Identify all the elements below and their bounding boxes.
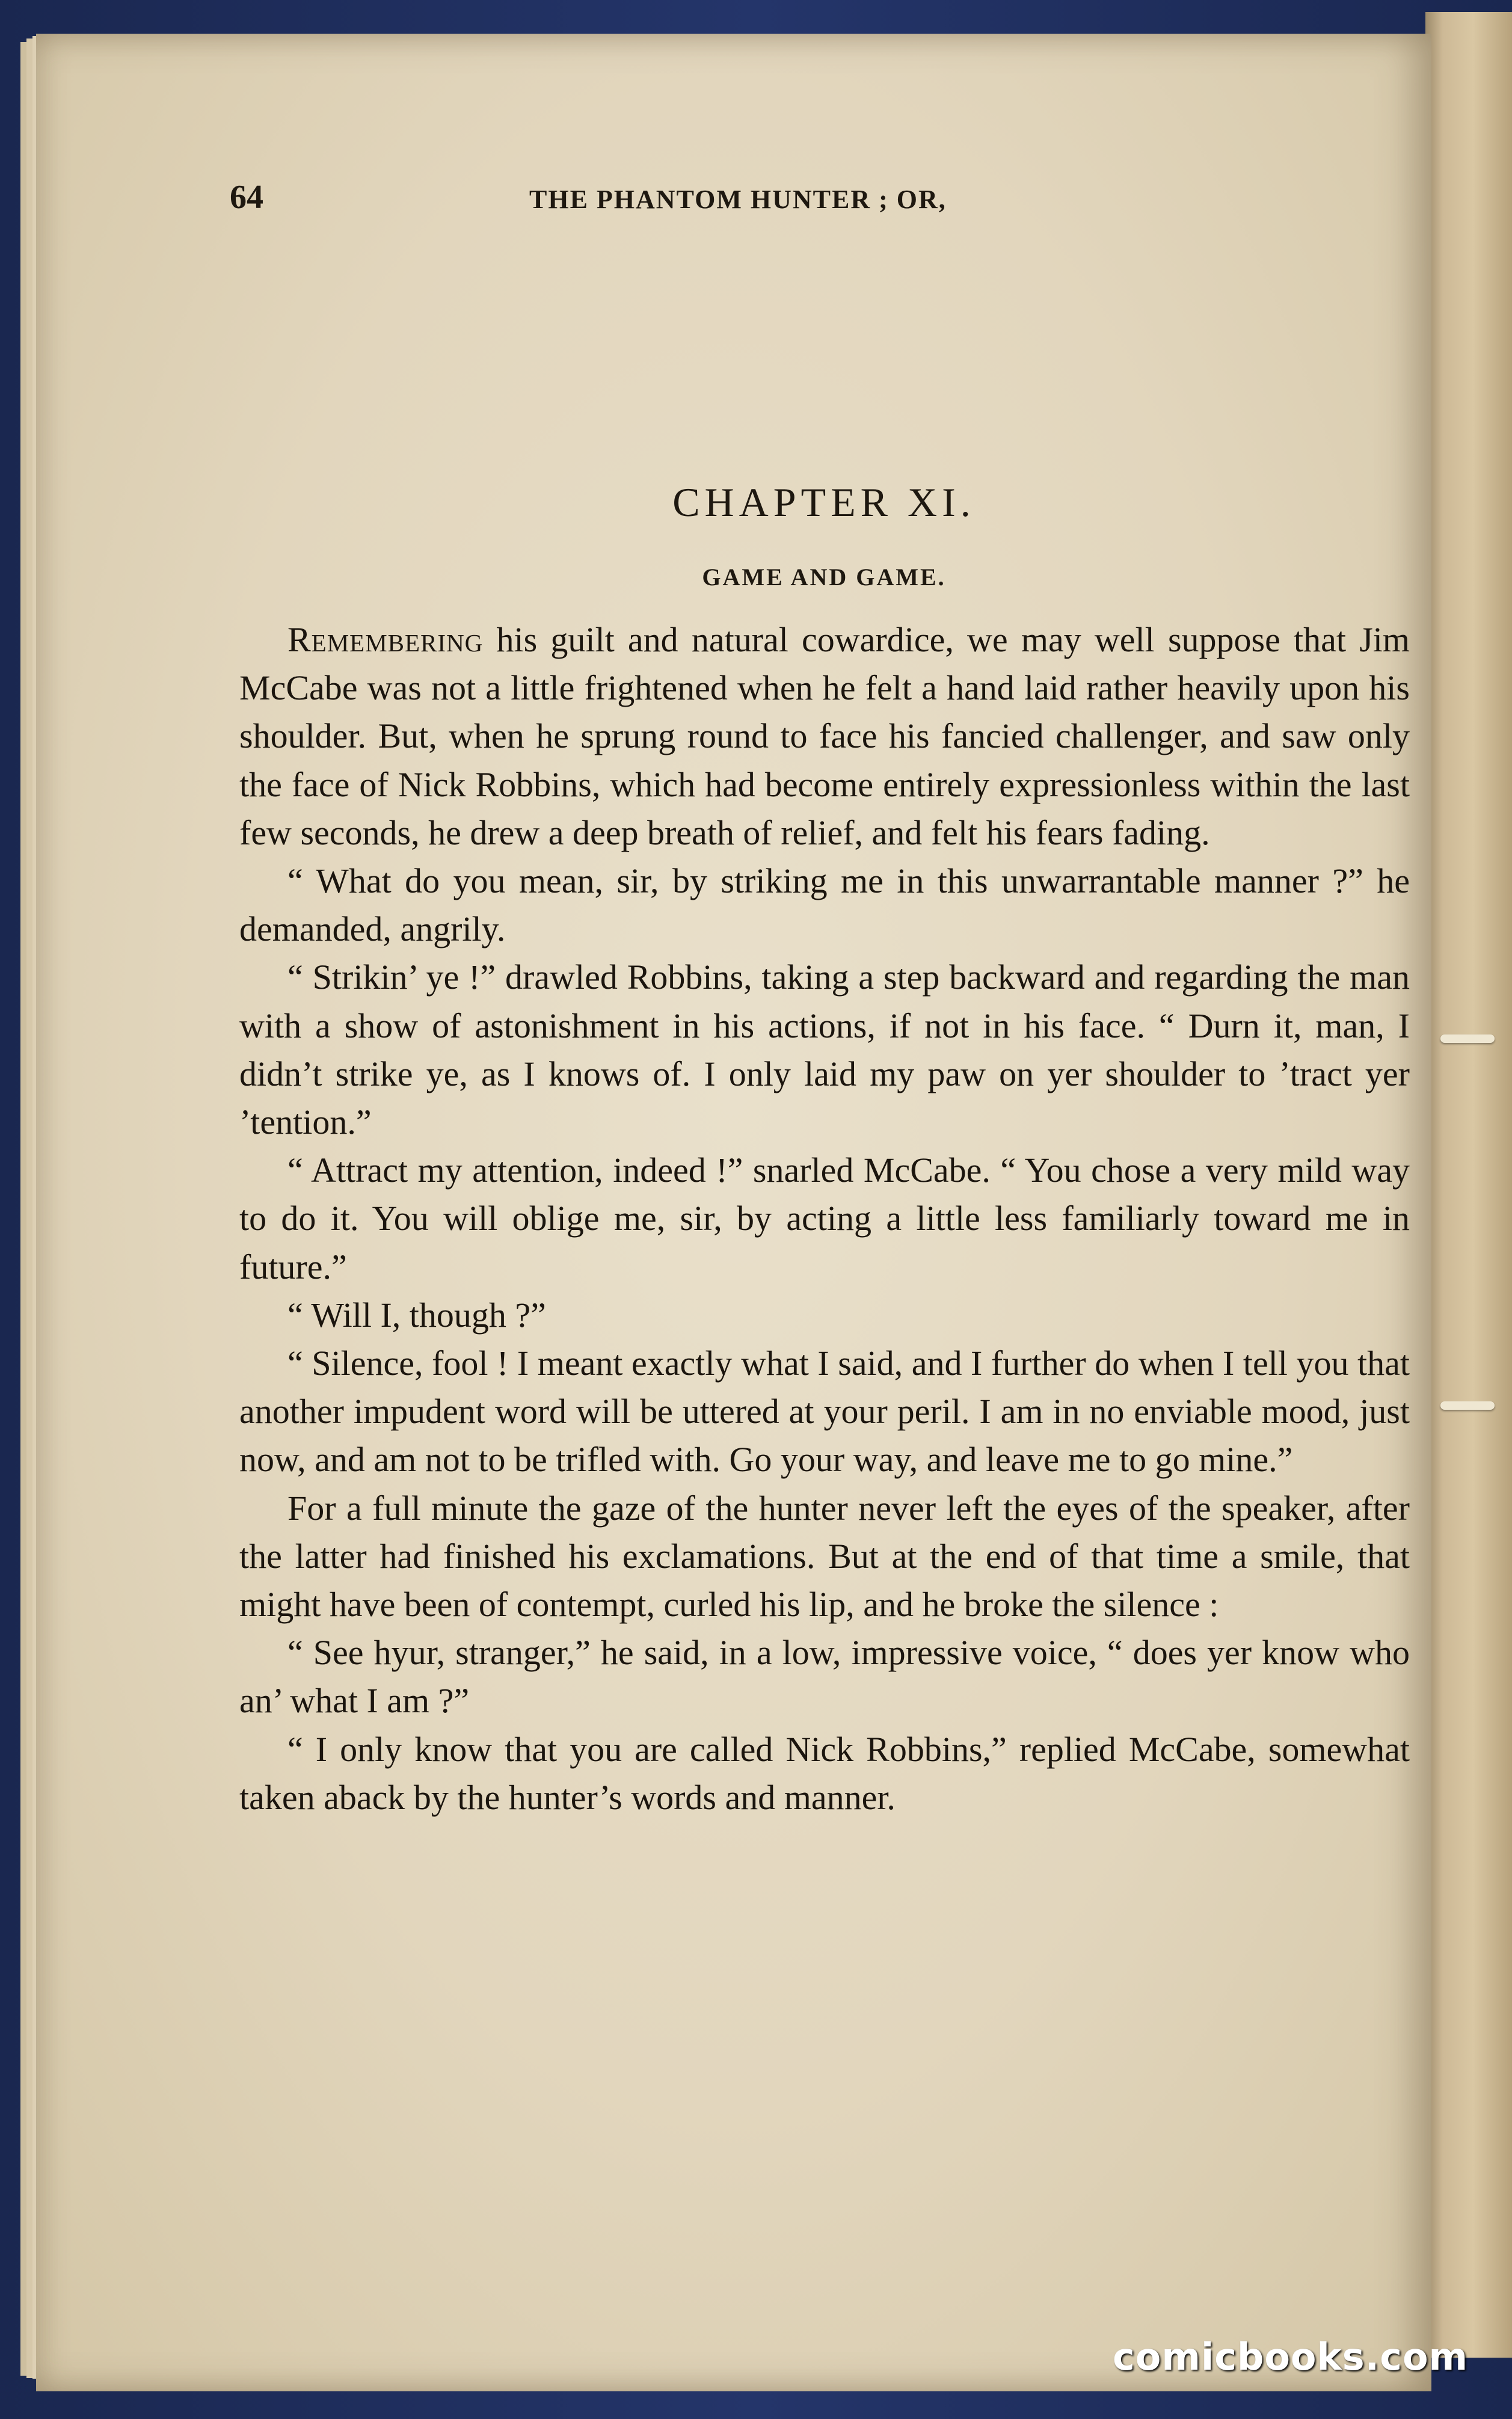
- watermark: comicbooks.com: [1113, 2335, 1469, 2379]
- paragraph: For a full minute the gaze of the hunter never left the eyes of the speaker, after the latter had finished his exclamations. But at the end of that time a smile, that might have been of contempt, curled his lip, and he broke the silence :: [239, 1488, 1410, 1624]
- book-spine: [1425, 12, 1512, 2358]
- paragraph: [239, 616, 1410, 857]
- chapter-body: [239, 616, 1410, 1822]
- binding-thread: [1440, 1034, 1495, 1043]
- paragraph: “ Silence, fool ! I meant exactly what I said, and I further do when I tell you that another impudent word will be uttered at your peril. I am in no enviable mood, just now, and am not to be trifled with. Go your way, and leave me to go mine.”: [239, 1344, 1410, 1480]
- drop-lead-word: Remembering: [287, 620, 484, 659]
- chapter-subtitle: GAME AND GAME.: [702, 564, 946, 591]
- page-number: 64: [230, 179, 263, 216]
- chapter-title: CHAPTER XI.: [672, 479, 976, 525]
- paragraph: “ Strikin’ ye !” drawled Robbins, taking a step backward and regarding the man with a show of astonishment in his actions, if not in his face. “ Durn it, man, I didn’t strike ye, as I knows of. I only laid my paw on yer shoulder to ’tract yer ’tention.”: [239, 957, 1410, 1142]
- paragraph: “ Attract my attention, indeed !” snarled McCabe. “ You chose a very mild way to do it. You will oblige me, sir, by acting a little less familiarly toward me in future.”: [239, 1151, 1410, 1286]
- paragraph-text: his guilt and natural cowardice, we may well suppose that Jim McCabe was not a little frightened when he felt a hand laid rather heavily upon his shoulder. But, when he sprung round to face his fancied challenger, and saw only the face of Nick Robbins, which had become entirely expressionless within the last few seconds, he drew a deep breath of relief, and felt his fears fading.: [239, 620, 1410, 852]
- running-head: [36, 178, 1431, 232]
- running-title: THE PHANTOM HUNTER ; OR,: [529, 185, 947, 214]
- book-page: [36, 34, 1431, 2391]
- binding-thread: [1440, 1401, 1495, 1410]
- paragraph: “ I only know that you are called Nick Robbins,” replied McCabe, somewhat taken aback by the hunter’s words and manner.: [239, 1729, 1410, 1817]
- paragraph: “ What do you mean, sir, by striking me in this unwarrantable manner ?” he demanded, angrily.: [239, 861, 1410, 949]
- paragraph: “ See hyur, stranger,” he said, in a low, impressive voice, “ does yer know who an’ what I am ?”: [239, 1633, 1410, 1721]
- paragraph: “ Will I, though ?”: [287, 1295, 546, 1335]
